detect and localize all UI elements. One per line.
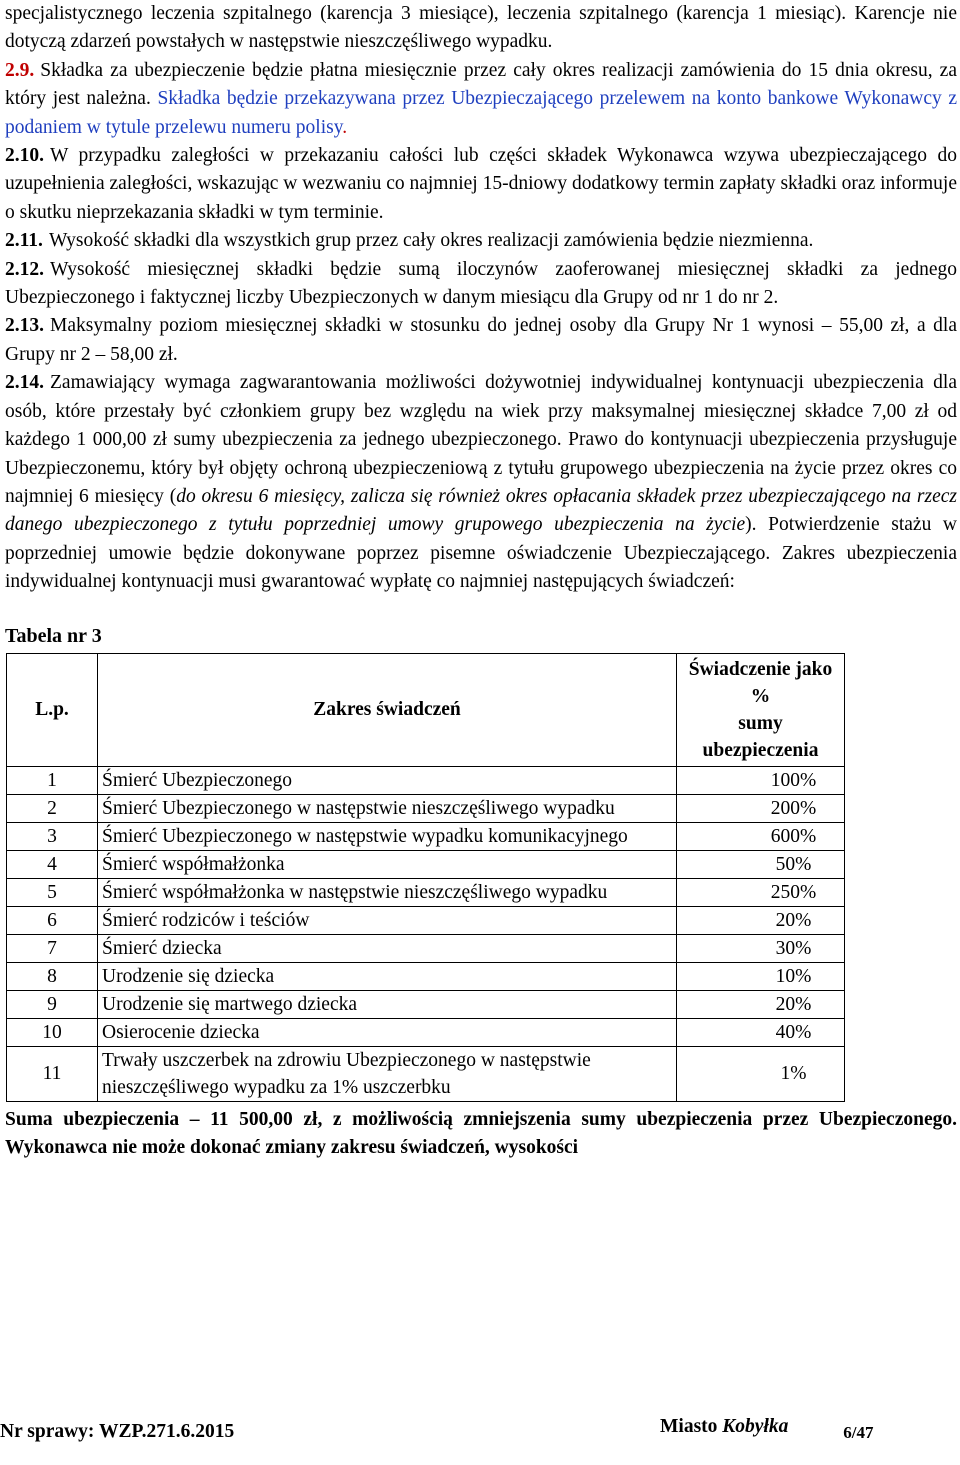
cell-percent: 250% — [677, 878, 845, 906]
cell-zakres: Urodzenie się martwego dziecka — [98, 990, 677, 1018]
page-number: 6/47 — [843, 1423, 874, 1442]
table-row — [7, 934, 845, 962]
table-row — [7, 990, 845, 1018]
cell-lp: 7 — [7, 934, 98, 962]
cell-percent: 600% — [677, 822, 845, 850]
header-lp: L.p. — [7, 653, 98, 766]
cell-zakres: Śmierć współmałżonka — [98, 850, 677, 878]
cell-zakres: Śmierć Ubezpieczonego w następstwie nieszczęśliwego wypadku — [98, 794, 677, 822]
cell-percent: 20% — [677, 990, 845, 1018]
cell-zakres: Trwały uszczerbek na zdrowiu Ubezpieczonego w następstwie nieszczęśliwego wypadku za 1% uszczerbku — [98, 1046, 677, 1101]
paragraph-2-12 — [5, 256, 957, 313]
header-percent — [677, 653, 845, 766]
cell-zakres: Śmierć Ubezpieczonego w następstwie wypadku komunikacyjnego — [98, 822, 677, 850]
paragraph-2-13 — [5, 312, 957, 369]
paragraph-text-highlight: Składka będzie przekazywana przez Ubezpieczającego przelewem na konto bankowe Wykonawcy z podaniem w tytule przelewu numeru polisy — [5, 88, 957, 138]
cell-percent: 50% — [677, 850, 845, 878]
paragraph-text-continued: ). Potwierdzenie stażu w poprzedniej umowie będzie dokonywane poprzez pisemne oświadczenie Ubezpieczającego. Zakres ubezpieczenia indywidualnej kontynuacji musi gwarantować wypłatę co najmniej następujących świadczeń: — [5, 514, 958, 593]
cell-lp: 6 — [7, 906, 98, 934]
paragraph-text: Wysokość miesięcznej składki będzie sumą iloczynów zaoferowanej miesięcznej składki za jednego Ubezpieczonego i faktycznej liczby Ubezpieczonych w danym miesiącu dla Grupy od nr 1 do nr 2. — [5, 258, 957, 309]
paragraph-2-14 — [5, 369, 957, 596]
header-zakres: Zakres świadczeń — [98, 653, 677, 766]
paragraph-text: W przypadku zaległości w przekazaniu całości lub części składek Wykonawca wzywa ubezpieczającego do uzupełnienia zaległości, wskazując w wezwaniu co najmniej 15-dniowy dodatkowy termin zapłaty składki oraz informuje o skutku nieprzekazania składki w tym terminie. — [5, 145, 957, 223]
paragraph-2-10 — [5, 142, 957, 227]
cell-percent: 1% — [677, 1046, 845, 1101]
table-header-row — [7, 653, 845, 766]
paragraph-2-9 — [5, 57, 957, 142]
table-row — [7, 878, 845, 906]
cell-percent: 10% — [677, 962, 845, 990]
cell-percent: 200% — [677, 794, 845, 822]
cell-zakres: Urodzenie się dziecka — [98, 962, 677, 990]
table-caption: Tabela nr 3 — [5, 624, 102, 647]
paragraph-text: Składka za ubezpieczenie będzie płatna miesięcznie przez cały okres realizacji zamówienia do 15 dnia okresu, za który jest należna. — [5, 59, 957, 110]
cell-zakres: Śmierć dziecka — [98, 934, 677, 962]
cell-percent: 20% — [677, 906, 845, 934]
cell-lp: 5 — [7, 878, 98, 906]
table-row — [7, 1046, 845, 1101]
cell-lp: 3 — [7, 822, 98, 850]
cell-zakres: Śmierć Ubezpieczonego — [98, 766, 677, 794]
header-percent-line2: sumy ubezpieczenia — [702, 712, 819, 761]
cell-lp: 2 — [7, 794, 98, 822]
paragraph-dot: . — [342, 116, 348, 138]
cell-percent: 100% — [677, 766, 845, 794]
table-row — [7, 794, 845, 822]
cell-zakres: Śmierć rodziców i teściów — [98, 906, 677, 934]
paragraph-number: 2.10. — [5, 145, 44, 167]
table-row — [7, 766, 845, 794]
document-page — [5, 0, 957, 1162]
sum-insured-paragraph: Suma ubezpieczenia – 11 500,00 zł, z możliwością zmniejszenia sumy ubezpieczenia przez Ubezpieczonego. Wykonawca nie może dokonać zmiany zakresu świadczeń, wysokości — [5, 1108, 957, 1158]
table-row — [7, 850, 845, 878]
paragraph-text: Maksymalny poziom miesięcznej składki w stosunku do jednej osoby dla Grupy Nr 1 wynosi – 55,00 zł, a dla Grupy nr 2 – 58,00 zł. — [5, 315, 957, 365]
city-name: Kobyłka — [722, 1416, 789, 1437]
header-percent-line1: Świadczenie jako % — [688, 658, 833, 707]
cell-lp: 8 — [7, 962, 98, 990]
table-row — [7, 962, 845, 990]
cell-lp: 10 — [7, 1018, 98, 1046]
paragraph-text: Zamawiający wymaga zagwarantowania możliwości dożywotniej indywidualnej kontynuacji ubezpieczenia dla osób, które przestały być członkiem grupy bez względu na wiek przy maksymalnej miesięcznej składce 7,00 zł od każdego 1 000,00 zł sumy ubezpieczenia za jednego ubezpieczonego. Prawo do kontynuacji ubezpieczenia przysługuje Ubezpieczonemu, który był objęty ochroną ubezpieczeniową z tytułu grupowego ubezpieczenia na życie przez okres co najmniej 6 miesięcy ( — [5, 372, 957, 507]
paragraph-number: 2.13. — [5, 315, 44, 337]
cell-zakres: Śmierć współmałżonka w następstwie nieszczęśliwego wypadku — [98, 878, 677, 906]
benefits-table — [6, 653, 845, 1102]
paragraph-text: Wysokość składki dla wszystkich grup przez cały okres realizacji zamówienia będzie niezmienna. — [48, 230, 814, 252]
cell-lp: 9 — [7, 990, 98, 1018]
table-row — [7, 906, 845, 934]
cell-percent: 40% — [677, 1018, 845, 1046]
city-prefix: Miasto — [660, 1416, 718, 1437]
cell-lp: 4 — [7, 850, 98, 878]
cell-zakres: Osierocenie dziecka — [98, 1018, 677, 1046]
paragraph-text-italic: do okresu 6 miesięcy, zalicza się również okres opłacania składek przez ubezpieczającego na rzecz danego ubezpieczonego z tytułu poprzedniej umowy grupowego ubezpieczenia na życie — [5, 485, 957, 536]
paragraph-number: 2.9. — [5, 59, 35, 81]
case-number: Nr sprawy: WZP.271.6.2015 — [0, 1421, 235, 1442]
cell-lp: 1 — [7, 766, 98, 794]
cell-percent: 30% — [677, 934, 845, 962]
footer-city-page — [660, 1413, 873, 1441]
cell-lp: 11 — [7, 1046, 98, 1101]
paragraph-carryover: specjalistycznego leczenia szpitalnego (karencja 3 miesiące), leczenia szpitalnego (karencja 1 miesiąc). Karencje nie dotyczą zdarzeń powstałych w następstwie nieszczęśliwego wypadku. — [5, 3, 957, 53]
paragraph-number: 2.12. — [5, 258, 44, 280]
paragraph-number: 2.11. — [5, 230, 43, 252]
paragraph-number: 2.14. — [5, 372, 44, 394]
paragraph-2-11 — [5, 227, 957, 255]
table-row — [7, 1018, 845, 1046]
table-row — [7, 822, 845, 850]
